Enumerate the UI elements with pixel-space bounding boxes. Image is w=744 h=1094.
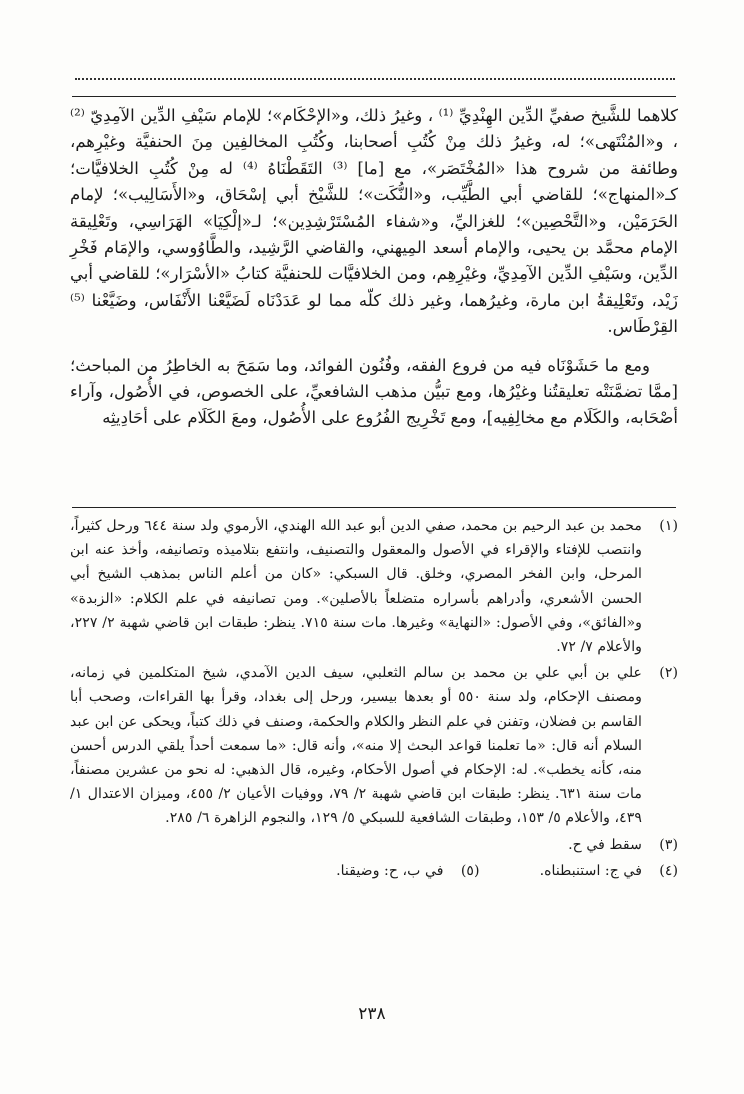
footnote-number: (٣) (659, 836, 678, 853)
footnote-text: في ب، ح: وضيقنا. (336, 862, 444, 879)
footnote-2 (70, 661, 678, 830)
footnote-text: في ج: استنبطناه. (539, 862, 642, 879)
footnote-1 (70, 514, 678, 659)
header-rule (72, 96, 676, 97)
footnote-text: سقط في ح. (568, 836, 642, 853)
footnote-text: علي بن أبي علي بن محمد بن سالم الثعلبي، سيف الدين الآمدي، شيخ المتكلمين في زمانه، ومصنف الإحكام، ولد سنة ٥٥٠ أو بعدها بيسير، ورحل إلى بغداد، وقرأ بها القراءات، وصحب أبا القاسم بن فضلان، وتفنن في علم النظر والكلام والحكمة، وصنف في ذلك كتباً، ويحكى عن ابن عبد السلام أنه قال: «ما تعلمنا قواعد البحث إلا منه»، وأنه قال: «ما سمعت أحداً يلقي الدرس أحسن منه، كأنه يخطب». له: الإحكام في أصول الأحكام، وغيره، قال الذهبي: له نحو من عشرين مصنفاً، مات سنة ٦٣١. ينظر: طبقات ابن قاضي شهبة ٢/ ٧٩، ووفيات الأعيان ٢/ ٤٥٥، وميزان الاعتدال ١/ ٤٣٩، والأعلام ٥/ ١٥٣، وطبقات الشافعية للسبكي ٥/ ١٢٩، والنجوم الزاهرة ٦/ ٢٨٥. (70, 665, 642, 827)
header-dotted-line (75, 62, 675, 80)
footnote-4 (540, 859, 678, 883)
page-number: ٢٣٨ (358, 1004, 386, 1024)
footnote-row-4-5 (70, 859, 678, 883)
main-paragraph-2: ومع ما حَشَوْنَاه فيه من فروع الفقه، وفُنُون الفوائد، وما سَمَحَ به الخاطِرُ من المباحث؛ [ممَّا تضمَّنَتْه تعليقتُنا وغيْرُها، ومع تبيُّن مذهب الشافعيِّ، على الخصوص، في الأُصُول، وآراء أصْحَابه، والكَلَام مع مخالِفِيه]، ومع تَخْرِيج الفُرُوع على الأُصُول، ومعَ الكَلَام على أحَادِيثِه (70, 355, 678, 428)
footnote-number: (٢) (659, 665, 678, 682)
main-text (70, 103, 678, 432)
footnote-number: (١) (659, 518, 678, 534)
footnote-number: (٤) (659, 862, 678, 879)
footnotes (70, 514, 678, 883)
footnote-3 (70, 833, 678, 857)
footnote-number: (٥) (460, 862, 480, 879)
footnote-separator (72, 507, 676, 508)
footnote-text: محمد بن عبد الرحيم بن محمد، صفي الدين أبو عبد الله الهندي، الأرموي ولد سنة ٦٤٤ ورحل كثيراً، وانتصب للإفتاء والإقراء في الأصول والمعقول والتصنيف، وانتفع بتلاميذه وتصانيفه، وأخذ عنه ابن المرحل، وابن الفخر المصري، وخلق. قال السبكي: «كان من أعلم الناس بمذهب الشيخ أبي الحسن الأشعري، وأدراهم بأسراره متضلعاً بالأصلين». ومن تصانيفه في علم الكلام: «الزبدة» و«الفائق»، وفي الأصول: «النهاية» وغيرها. مات سنة ٧١٥. ينظر: طبقات ابن قاضي شهبة ٢/ ٢٢٧، والأعلام ٧/ ٧٢. (70, 518, 642, 656)
footnote-5 (336, 859, 479, 883)
main-paragraph-1: كلاهما للشَّيخ صفيِّ الدِّين الهِنْدِيِّ ⁽¹⁾ ، وغيرُ ذلك، و«الإحْكَام»؛ للإمام سَيْفِ الدِّين الآمِدِيّ ⁽²⁾ ، و«المُنْتَهى»؛ له، وغيرُ ذلك مِنْ كُتُبِ أصحابنا، وكُتُبِ المخالفِين مِنَ الحنفيَّة وغيْرِهم، وطائفة من شروح هذا «المُخْتَصَر»، مع [ما] ⁽³⁾ التَقَطْنَاهُ ⁽⁴⁾ له مِنْ كُتُبِ الخلافيَّات؛ كـ«المنهاج»؛ للقاضي أبي الطَّيِّب، و«النُّكَت»؛ للشَّيْخ أبي إسْحَاق، و«الأَسَالِيب»؛ لإمام الحَرَمَيْن، و«التَّحْصِين»؛ للغزاليِّ، و«شفاء المُسْتَرْشِدِين»؛ لـ«إلْكِيَا» الهَرَاسِي، وتَعْلِيقة الإمام محمَّد بن يحيى، والإمام أسعد المِيهني، والقاضي الرَّشِيد، والطَّاوُوسي، والإمَام فَخْرِ الدِّين، وسَيْفِ الدِّين الآمِدِيِّ، وغيْرِهِم، ومن الخلافيَّات للحنفيَّة كتابُ «الأسْرَار»؛ للقاضي أبي زَيْد، وتَعْلِيقةُ ابن مارة، وغيرُهما، وغير ذلك كلّه مما لو عَدَدْنَاه لَضَيَّعْنا الأَنْفَاس، وضَيَّعْنا ⁽⁵⁾ القِرْطَاس. (70, 106, 679, 337)
